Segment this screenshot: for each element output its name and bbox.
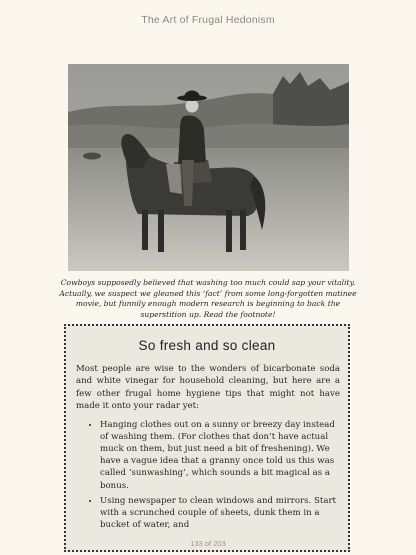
- cowboy-photo: [68, 64, 349, 271]
- photo-caption: Cowboys supposedly believed that washing too much could sap your vitality. Actually, we suspect we gleaned this ‘fact’ from some long-forgotten matinee movie, but funnily enough modern research is beginning to back the superstition up. Read the footnote!: [59, 278, 357, 319]
- page-indicator: 133 of 203: [190, 539, 226, 548]
- tips-list: [66, 419, 340, 532]
- list-item: • Hanging clothes out on a sunny or breezy day instead of washing them. (For clothes that don’t have actual muck on them, but just need a bit of freshening). We have a vague idea that a granny once told us this was called ‘sunwashing’, which sounds a bit magical as a bonus.: [100, 419, 340, 492]
- tips-sidebar: [64, 324, 350, 552]
- running-head: The Art of Frugal Hedonism: [141, 14, 275, 26]
- sidebar-heading: So fresh and so clean: [138, 338, 276, 353]
- sidebar-intro: Most people are wise to the wonders of bicarbonate soda and white vinegar for household cleaning, but here are a few other frugal home hygiene tips that might not have made it onto your radar yet:: [76, 364, 340, 412]
- list-item: • Using newspaper to clean windows and mirrors. Start with a scrunched couple of sheets, dunk them in a bucket of water, and: [100, 495, 340, 532]
